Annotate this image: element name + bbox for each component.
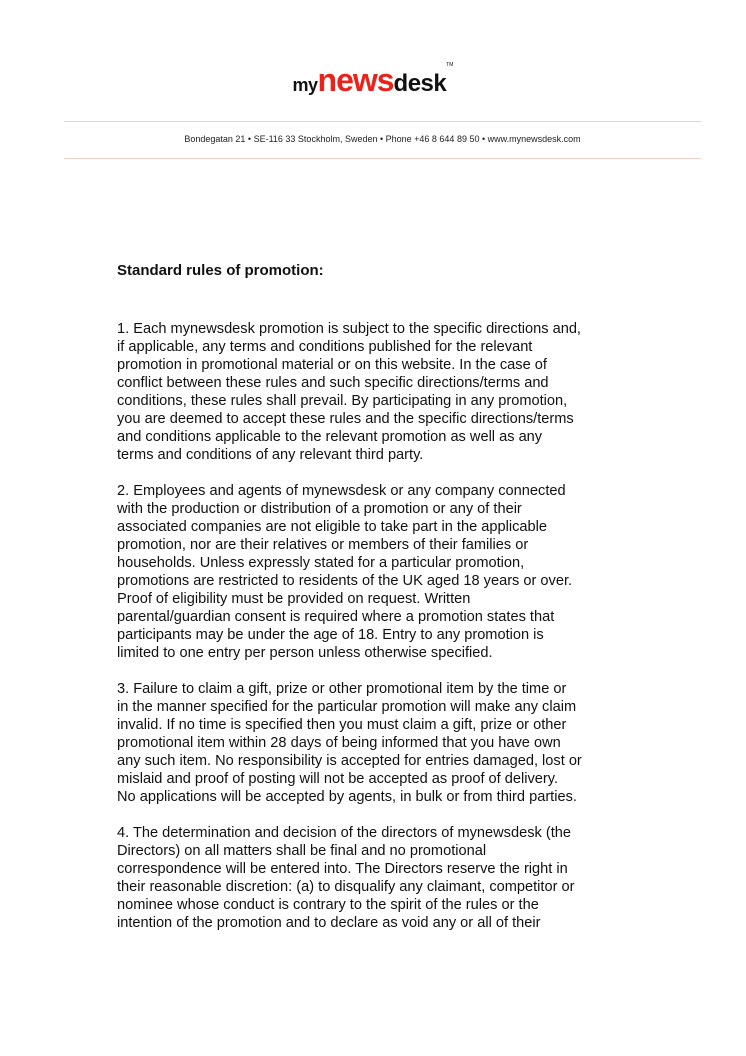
rule-paragraph-1: 1. Each mynewsdesk promotion is subject to the specific directions and, if applicable, any terms and conditions published for the relevant promotion in promotional material or on this website. In the case of conflict between these rules and such specific directions/terms and conditions, these rules shall prevail. By participating in any promotion, you are deemed to accept these rules and the specific directions/terms and conditions applicable to the relevant promotion as well as any terms and conditions of any relevant third party. — [117, 321, 581, 463]
document-body — [117, 320, 637, 950]
document-title: Standard rules of promotion: — [117, 262, 324, 279]
rule-paragraph-2: 2. Employees and agents of mynewsdesk or any company connected with the production or distribution of a promotion or any of their associated companies are not eligible to take part in the applicable promotion, nor are their relatives or members of their families or households. Unless expressly stated for a particular promotion, promotions are restricted to residents of the UK aged 18 years or over. Proof of eligibility must be provided on request. Written parental/guardian consent is required where a promotion states that participants may be under the age of 18. Entry to any promotion is limited to one entry per person unless otherwise specified. — [117, 483, 573, 661]
logo-my: my — [292, 75, 318, 95]
logo-trademark: TM — [446, 62, 454, 68]
company-address: Bondegatan 21 • SE-116 33 Stockholm, Sweden • Phone +46 8 644 89 50 • www.mynewsdesk.com — [184, 134, 581, 144]
header-top-divider — [64, 121, 701, 122]
rule-paragraph-3: 3. Failure to claim a gift, prize or other promotional item by the time or in the manner specified for the particular promotion will make any claim invalid. If no time is specified then you must claim a gift, prize or other promotional item within 28 days of being informed that you have own any such item. No responsibility is accepted for entries damaged, lost or mislaid and proof of posting will not be accepted as proof of delivery. No applications will be accepted by agents, in bulk or from third parties. — [117, 681, 582, 805]
header-bottom-divider — [64, 158, 701, 159]
rule-paragraph-4: 4. The determination and decision of the directors of mynewsdesk (the Directors) on all matters shall be final and no promotional correspondence will be entered into. The Directors reserve the right in their reasonable discretion: (a) to disqualify any claimant, competitor or nominee whose conduct is contrary to the spirit of the rules or the intention of the promotion and to declare as void any or all of their — [117, 825, 575, 931]
logo-desk: desk — [393, 70, 447, 97]
logo-news: news — [317, 62, 394, 98]
mynewsdesk-logo — [0, 62, 746, 99]
